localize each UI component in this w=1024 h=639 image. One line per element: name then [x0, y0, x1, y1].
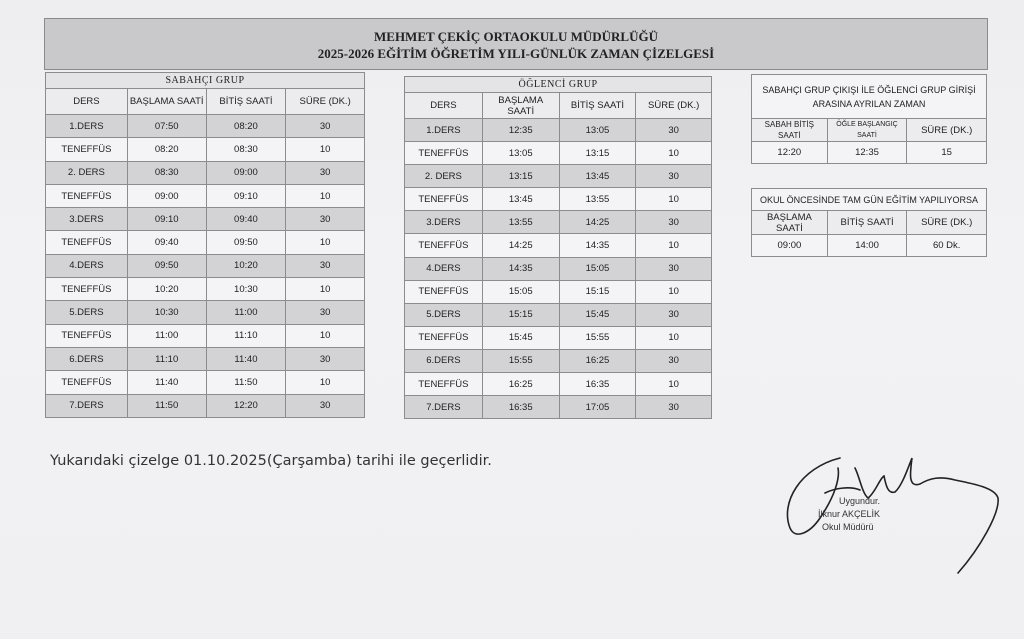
table-cell: TENEFFÜS: [405, 234, 483, 257]
table-cell: 30: [286, 208, 365, 231]
table-cell: 1.DERS: [405, 119, 483, 142]
signature-approval: Uygundur.: [839, 496, 881, 506]
table-cell: 13:45: [482, 188, 559, 211]
table-cell: 16:35: [559, 373, 636, 396]
table-cell: 08:20: [127, 138, 206, 161]
gap-value-afternoon-start: 12:35: [827, 142, 907, 164]
table-cell: 11:10: [127, 347, 206, 370]
table-cell: 11:00: [206, 301, 286, 324]
table-cell: 08:30: [206, 138, 286, 161]
table-cell: 2. DERS: [405, 165, 483, 188]
gap-header-morning-end: SABAH BİTİŞ SAATİ: [752, 119, 828, 142]
table-cell: 16:25: [482, 373, 559, 396]
table-cell: 30: [286, 254, 365, 277]
table-cell: 30: [636, 165, 712, 188]
table-cell: 15:45: [482, 326, 559, 349]
preschool-value-start: 09:00: [752, 235, 828, 257]
table-cell: 13:15: [482, 165, 559, 188]
table-cell: 10: [636, 142, 712, 165]
table-row: [46, 371, 365, 394]
table-cell: 09:10: [127, 208, 206, 231]
morning-header-0: DERS: [46, 89, 128, 115]
table-cell: 7.DERS: [46, 394, 128, 417]
table-cell: 13:15: [559, 142, 636, 165]
title-line-1: MEHMET ÇEKİÇ ORTAOKULU MÜDÜRLÜĞÜ: [374, 29, 658, 44]
table-cell: 10: [636, 326, 712, 349]
morning-schedule-table: [45, 72, 365, 418]
table-cell: 30: [636, 396, 712, 419]
table-cell: 14:35: [559, 234, 636, 257]
preschool-header-start: BAŞLAMA SAATİ: [752, 211, 828, 235]
table-cell: 30: [636, 303, 712, 326]
table-cell: 13:55: [482, 211, 559, 234]
signature-block: [818, 495, 880, 534]
preschool-table: [751, 188, 987, 257]
table-cell: 13:05: [482, 142, 559, 165]
preschool-value-end: 14:00: [827, 235, 907, 257]
table-cell: 10: [286, 278, 365, 301]
table-cell: 09:50: [206, 231, 286, 254]
table-cell: 10: [286, 324, 365, 347]
afternoon-group-title: ÖĞLENCİ GRUP: [405, 77, 712, 93]
table-row: [46, 208, 365, 231]
table-row: [405, 165, 712, 188]
table-cell: 1.DERS: [46, 115, 128, 138]
table-cell: 13:45: [559, 165, 636, 188]
gap-title: [752, 75, 987, 119]
table-cell: 10:30: [127, 301, 206, 324]
table-cell: 6.DERS: [46, 347, 128, 370]
table-cell: 10: [286, 138, 365, 161]
table-cell: 11:40: [206, 347, 286, 370]
table-cell: 5.DERS: [405, 303, 483, 326]
table-row: [46, 231, 365, 254]
table-row: [46, 184, 365, 207]
table-cell: 10:30: [206, 278, 286, 301]
table-cell: TENEFFÜS: [46, 138, 128, 161]
preschool-value-duration: 60 Dk.: [907, 235, 987, 257]
table-cell: 6.DERS: [405, 349, 483, 372]
signature-role: Okul Müdürü: [822, 522, 874, 532]
table-cell: 3.DERS: [405, 211, 483, 234]
table-cell: TENEFFÜS: [46, 371, 128, 394]
table-cell: 30: [636, 211, 712, 234]
table-row: [405, 211, 712, 234]
afternoon-header-3: SÜRE (DK.): [636, 93, 712, 119]
table-cell: 10: [286, 184, 365, 207]
table-cell: 11:50: [206, 371, 286, 394]
afternoon-header-1: BAŞLAMA SAATİ: [482, 93, 559, 119]
table-cell: 07:50: [127, 115, 206, 138]
morning-header-2: BİTİŞ SAATİ: [206, 89, 286, 115]
table-cell: 16:35: [482, 396, 559, 419]
table-cell: 13:55: [559, 188, 636, 211]
table-cell: 30: [286, 115, 365, 138]
table-cell: TENEFFÜS: [405, 188, 483, 211]
table-cell: 09:40: [127, 231, 206, 254]
table-row: [46, 394, 365, 417]
table-cell: 09:10: [206, 184, 286, 207]
gap-value-morning-end: 12:20: [752, 142, 828, 164]
table-cell: 09:00: [206, 161, 286, 184]
table-cell: 14:25: [559, 211, 636, 234]
afternoon-header-0: DERS: [405, 93, 483, 119]
table-cell: TENEFFÜS: [405, 142, 483, 165]
table-cell: 14:35: [482, 257, 559, 280]
table-cell: 10: [636, 280, 712, 303]
table-row: [46, 278, 365, 301]
table-row: [46, 301, 365, 324]
table-row: [46, 138, 365, 161]
table-cell: 11:00: [127, 324, 206, 347]
preschool-header-end: BİTİŞ SAATİ: [827, 211, 907, 235]
table-cell: 15:15: [559, 280, 636, 303]
table-cell: TENEFFÜS: [405, 373, 483, 396]
table-cell: 10: [636, 234, 712, 257]
table-cell: 30: [286, 301, 365, 324]
table-cell: 12:35: [482, 119, 559, 142]
table-row: [405, 188, 712, 211]
table-row: [405, 119, 712, 142]
table-cell: 5.DERS: [46, 301, 128, 324]
table-cell: 15:05: [482, 280, 559, 303]
table-cell: 17:05: [559, 396, 636, 419]
table-row: [405, 257, 712, 280]
gap-header-afternoon-start: ÖĞLE BAŞLANGIÇ SAATİ: [827, 119, 907, 142]
table-row: [46, 254, 365, 277]
table-cell: TENEFFÜS: [46, 184, 128, 207]
title-line-2: 2025-2026 EĞİTİM ÖĞRETİM YILI-GÜNLÜK ZAMAN ÇİZELGESİ: [317, 46, 715, 61]
table-cell: 30: [636, 257, 712, 280]
table-row: [405, 142, 712, 165]
signature-name: İlknur AKÇELİK: [818, 509, 881, 519]
table-cell: 10: [636, 373, 712, 396]
table-cell: 30: [286, 347, 365, 370]
table-cell: 2. DERS: [46, 161, 128, 184]
table-cell: 08:30: [127, 161, 206, 184]
document-title: [44, 18, 988, 70]
table-cell: 11:50: [127, 394, 206, 417]
table-cell: 30: [286, 394, 365, 417]
table-row: [46, 115, 365, 138]
preschool-header-duration: SÜRE (DK.): [907, 211, 987, 235]
table-cell: 15:55: [559, 326, 636, 349]
table-cell: 15:45: [559, 303, 636, 326]
table-row: [405, 373, 712, 396]
table-row: [405, 234, 712, 257]
table-row: [46, 161, 365, 184]
gap-header-duration: SÜRE (DK.): [907, 119, 987, 142]
table-cell: 11:40: [127, 371, 206, 394]
table-row: [405, 396, 712, 419]
table-cell: TENEFFÜS: [405, 326, 483, 349]
afternoon-header-2: BİTİŞ SAATİ: [559, 93, 636, 119]
table-cell: 10: [636, 188, 712, 211]
table-cell: 15:55: [482, 349, 559, 372]
table-cell: TENEFFÜS: [46, 231, 128, 254]
table-cell: 08:20: [206, 115, 286, 138]
morning-header-3: SÜRE (DK.): [286, 89, 365, 115]
table-cell: 12:20: [206, 394, 286, 417]
table-cell: 14:25: [482, 234, 559, 257]
table-cell: 13:05: [559, 119, 636, 142]
table-cell: TENEFFÜS: [46, 324, 128, 347]
gap-value-duration: 15: [907, 142, 987, 164]
table-row: [405, 326, 712, 349]
table-row: [405, 349, 712, 372]
table-cell: 15:15: [482, 303, 559, 326]
table-cell: 10: [286, 231, 365, 254]
table-cell: TENEFFÜS: [405, 280, 483, 303]
table-cell: 4.DERS: [405, 257, 483, 280]
gap-title-line-1: SABAHÇI GRUP ÇIKIŞI İLE ÖĞLENCİ GRUP GİRİŞİ: [762, 84, 976, 95]
table-cell: 16:25: [559, 349, 636, 372]
table-cell: 7.DERS: [405, 396, 483, 419]
table-cell: 10:20: [127, 278, 206, 301]
preschool-title: OKUL ÖNCESİNDE TAM GÜN EĞİTİM YAPILIYORSA: [752, 189, 987, 211]
table-cell: TENEFFÜS: [46, 278, 128, 301]
morning-group-title: SABAHÇI GRUP: [46, 73, 365, 89]
afternoon-schedule-table: [404, 76, 712, 419]
table-row: [46, 347, 365, 370]
table-cell: 10:20: [206, 254, 286, 277]
validity-note: Yukarıdaki çizelge 01.10.2025(Çarşamba) tarihi ile geçerlidir.: [50, 453, 492, 469]
table-cell: 09:40: [206, 208, 286, 231]
table-row: [405, 303, 712, 326]
table-cell: 09:00: [127, 184, 206, 207]
table-cell: 10: [286, 371, 365, 394]
table-cell: 3.DERS: [46, 208, 128, 231]
table-cell: 30: [286, 161, 365, 184]
gap-time-table: [751, 74, 987, 164]
table-row: [46, 324, 365, 347]
table-cell: 30: [636, 349, 712, 372]
table-cell: 09:50: [127, 254, 206, 277]
morning-header-1: BAŞLAMA SAATİ: [127, 89, 206, 115]
gap-title-line-2: ARASINA AYRILAN ZAMAN: [812, 98, 926, 109]
table-cell: 4.DERS: [46, 254, 128, 277]
table-row: [405, 280, 712, 303]
table-cell: 11:10: [206, 324, 286, 347]
table-cell: 30: [636, 119, 712, 142]
table-cell: 15:05: [559, 257, 636, 280]
signature-scribble-icon: [780, 448, 1005, 578]
